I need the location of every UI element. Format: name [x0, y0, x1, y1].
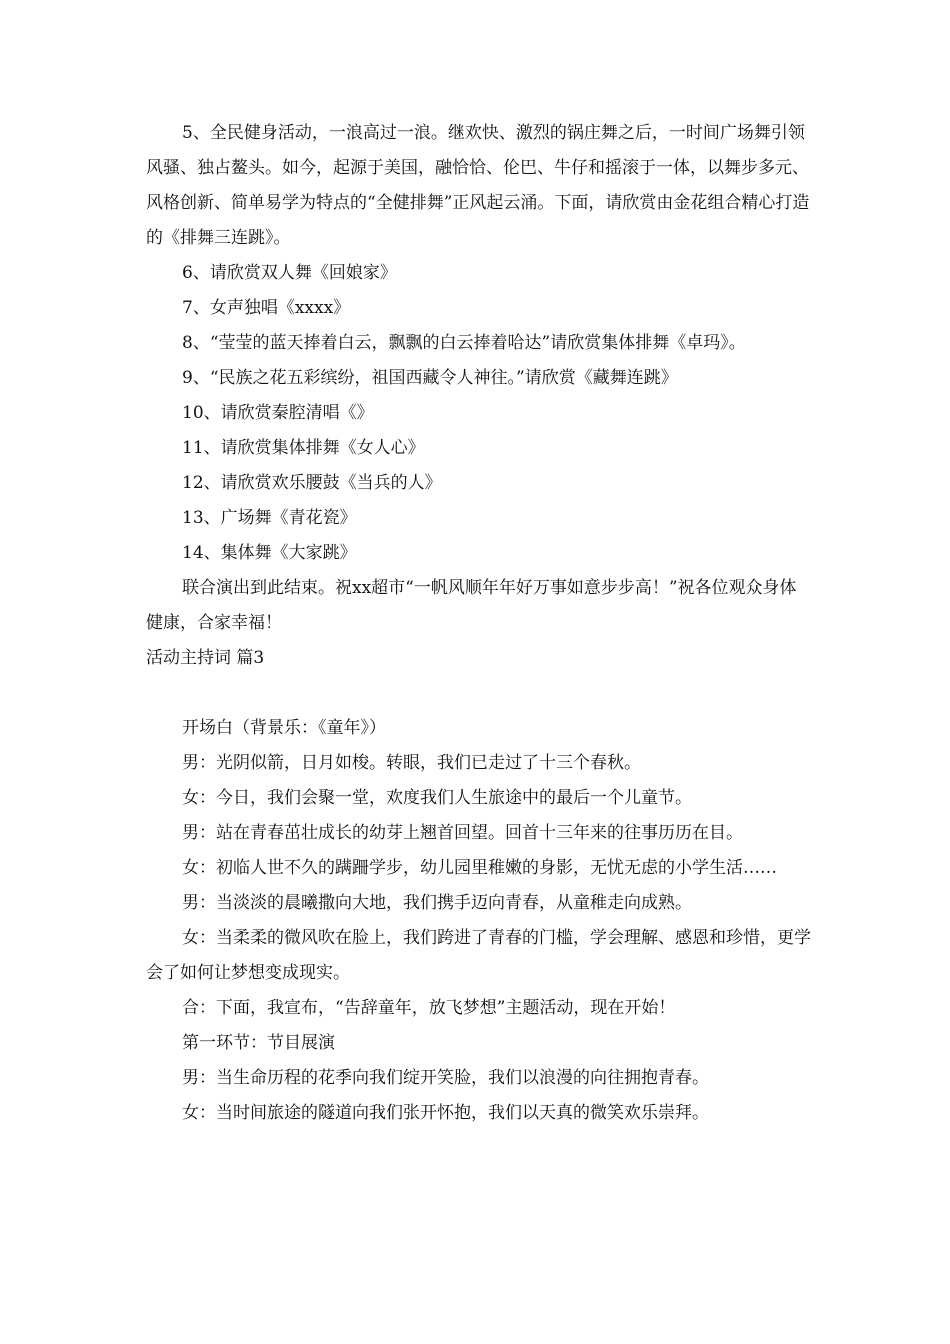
paragraph-item-13: 13、广场舞《青花瓷》: [182, 508, 357, 528]
paragraph-dialogue: 男：站在青春茁壮成长的幼芽上翘首回望。回首十三年来的往事历历在目。: [182, 823, 743, 843]
paragraph-dialogue: 女：今日，我们会聚一堂，欢度我们人生旅途中的最后一个儿童节。: [182, 788, 692, 808]
paragraph-dialogue: 男：当淡淡的晨曦撒向大地，我们携手迈向青春，从童稚走向成熟。: [182, 893, 692, 913]
paragraph-item-10: 10、请欣赏秦腔清唱《》: [182, 403, 374, 423]
section-spacer: [146, 676, 811, 711]
paragraph-dialogue: 男：当生命历程的花季向我们绽开笑脸，我们以浪漫的向往拥抱青春。: [182, 1068, 709, 1088]
paragraph-dialogue: 男：光阴似箭，日月如梭。转眼，我们已走过了十三个春秋。: [182, 753, 641, 773]
paragraph-closing: 联合演出到此结束。祝xx超市“一帆风顺年年好万事如意步步高！”祝各位观众身体健康，合家幸福！: [146, 578, 797, 633]
paragraph-dialogue: 女：当柔柔的微风吹在脸上，我们跨进了青春的门槛，学会理解、感恩和珍惜，更学会了如何让梦想变成现实。: [146, 928, 811, 983]
paragraph-item-5: 5、全民健身活动，一浪高过一浪。继欢快、激烈的锅庄舞之后，一时间广场舞引领风骚、独占鳌头。如今，起源于美国，融恰恰、伦巴、牛仔和摇滚于一体，以舞步多元、风格创新、简单易学为特点的“全健排舞”正风起云涌。下面，请欣赏由金花组合精心打造的《排舞三连跳》。: [146, 123, 810, 248]
paragraph-dialogue: 合：下面，我宣布，“告辞童年，放飞梦想”主题活动，现在开始！: [182, 998, 676, 1018]
paragraph-item-14: 14、集体舞《大家跳》: [182, 543, 357, 563]
paragraph-item-12: 12、请欣赏欢乐腰鼓《当兵的人》: [182, 473, 442, 493]
paragraph-item-7: 7、女声独唱《xxxx》: [182, 298, 351, 318]
document-page: [146, 116, 811, 1131]
paragraph-dialogue: 女：当时间旅途的隧道向我们张开怀抱，我们以天真的微笑欢乐崇拜。: [182, 1103, 709, 1123]
paragraph-segment-title: 第一环节：节目展演: [182, 1033, 335, 1053]
section-heading: 活动主持词 篇3: [146, 648, 265, 668]
paragraph-item-6: 6、请欣赏双人舞《回娘家》: [182, 263, 397, 283]
paragraph-item-9: 9、“民族之花五彩缤纷，祖国西藏令人神往。”请欣赏《藏舞连跳》: [182, 368, 678, 388]
paragraph-opening: 开场白（背景乐：《童年》）: [182, 718, 386, 738]
paragraph-item-11: 11、请欣赏集体排舞《女人心》: [182, 438, 425, 458]
paragraph-dialogue: 女：初临人世不久的蹒跚学步，幼儿园里稚嫩的身影，无忧无虑的小学生活……: [182, 858, 777, 878]
paragraph-item-8: 8、“莹莹的蓝天捧着白云，飘飘的白云捧着哈达”请欣赏集体排舞《卓玛》。: [182, 333, 746, 353]
